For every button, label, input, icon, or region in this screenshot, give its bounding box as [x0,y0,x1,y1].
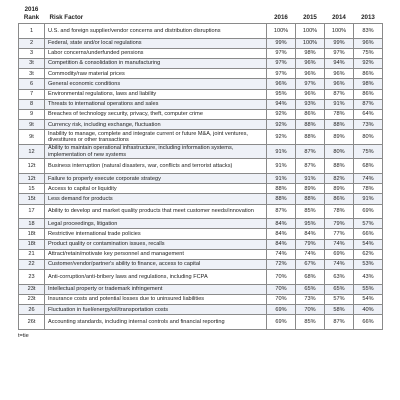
value-2015-cell: 100% [296,24,325,39]
value-2014-cell: 94% [325,58,354,68]
rank-cell: 21 [19,249,45,259]
risk-factor-cell: Currency risk, including exchange, fluctuation [45,120,267,130]
value-2015-cell: 86% [296,109,325,119]
risk-factor-cell: Environmental regulations, laws and liability [45,89,267,99]
risk-factor-cell: Business interruption (natural disasters, war, conflicts and terrorist attacks) [45,159,267,174]
value-2016-cell: 97% [267,69,296,79]
value-2016-cell: 92% [267,120,296,130]
table-row [19,249,383,259]
rank-cell: 3t [19,69,45,79]
risk-factor-table [18,6,383,330]
table-row [19,130,383,145]
risk-factor-cell: Federal, state and/or local regulations [45,38,267,48]
value-2013-cell: 75% [354,144,383,159]
table-row [19,24,383,39]
value-2014-cell: 99% [325,38,354,48]
value-2013-cell: 62% [354,249,383,259]
rank-cell: 3 [19,48,45,58]
table-header [19,6,383,24]
value-2015-cell: 70% [296,305,325,315]
value-2014-cell: 79% [325,219,354,229]
value-2016-cell: 100% [267,24,296,39]
value-2014-cell: 74% [325,259,354,269]
value-2013-cell: 74% [354,174,383,184]
table-row [19,120,383,130]
value-2013-cell: 98% [354,79,383,89]
risk-factor-cell: Failure to properly execute corporate strategy [45,174,267,184]
value-2013-cell: 66% [354,229,383,239]
rank-cell: 12t [19,174,45,184]
table-row [19,159,383,174]
risk-factor-cell: Competition & consolidation in manufacturing [45,58,267,68]
value-2013-cell: 96% [354,38,383,48]
rank-cell: 17 [19,204,45,219]
value-2013-cell: 53% [354,259,383,269]
value-2014-cell: 63% [325,270,354,285]
value-2013-cell: 86% [354,89,383,99]
value-2014-cell: 65% [325,284,354,294]
risk-factor-cell: Insurance costs and potential losses due to uninsured liabilities [45,294,267,304]
value-2014-cell: 97% [325,48,354,58]
value-2016-cell: 70% [267,294,296,304]
rank-cell: 26 [19,305,45,315]
value-2016-cell: 74% [267,249,296,259]
value-2014-cell: 88% [325,159,354,174]
value-2014-cell: 78% [325,204,354,219]
value-2016-cell: 96% [267,79,296,89]
value-2016-cell: 99% [267,38,296,48]
table-row [19,219,383,229]
table-row [19,239,383,249]
rank-cell: 15t [19,194,45,204]
value-2016-cell: 91% [267,159,296,174]
risk-factor-cell: Attract/retain/motivate key personnel and management [45,249,267,259]
rank-cell: 23 [19,270,45,285]
value-2015-cell: 88% [296,194,325,204]
table-row [19,69,383,79]
risk-factor-cell: Legal proceedings, litigation [45,219,267,229]
risk-factor-cell: Intellectual property or trademark infringement [45,284,267,294]
rank-cell: 6 [19,79,45,89]
value-2016-cell: 95% [267,89,296,99]
value-2016-cell: 84% [267,229,296,239]
value-2015-cell: 93% [296,99,325,109]
value-2014-cell: 89% [325,130,354,145]
value-2016-cell: 91% [267,144,296,159]
rank-cell: 18t [19,239,45,249]
value-2015-cell: 100% [296,38,325,48]
value-2016-cell: 92% [267,109,296,119]
risk-factor-cell: Inability to manage, complete and integrate current or future M&A, joint ventures, divestitures or other transactions [45,130,267,145]
value-2016-cell: 70% [267,284,296,294]
value-2015-cell: 87% [296,159,325,174]
rank-cell: 26t [19,315,45,330]
risk-factor-cell: Ability to develop and market quality products that meet customer needs/innovation [45,204,267,219]
value-2016-cell: 70% [267,270,296,285]
header-2013: 2013 [361,13,375,21]
value-2016-cell: 72% [267,259,296,269]
table-row [19,305,383,315]
value-2016-cell: 69% [267,315,296,330]
value-2013-cell: 83% [354,24,383,39]
value-2015-cell: 65% [296,284,325,294]
value-2014-cell: 82% [325,174,354,184]
table-row [19,58,383,68]
value-2013-cell: 87% [354,99,383,109]
rank-cell: 15 [19,184,45,194]
table-row [19,89,383,99]
value-2014-cell: 74% [325,239,354,249]
value-2013-cell: 68% [354,159,383,174]
value-2014-cell: 100% [325,24,354,39]
value-2016-cell: 84% [267,239,296,249]
rank-cell: 7 [19,89,45,99]
value-2016-cell: 88% [267,184,296,194]
table-row [19,294,383,304]
value-2016-cell: 84% [267,219,296,229]
value-2014-cell: 87% [325,89,354,99]
risk-factor-cell: Threats to international operations and sales [45,99,267,109]
value-2015-cell: 84% [296,229,325,239]
rank-cell: 9t [19,130,45,145]
rank-cell: 22 [19,259,45,269]
value-2013-cell: 54% [354,294,383,304]
value-2013-cell: 92% [354,58,383,68]
value-2013-cell: 69% [354,204,383,219]
value-2016-cell: 97% [267,58,296,68]
risk-factor-cell: Anti-corruption/anti-bribery laws and regulations, including FCPA [45,270,267,285]
table-row [19,229,383,239]
value-2015-cell: 96% [296,58,325,68]
value-2016-cell: 69% [267,305,296,315]
rank-cell: 3t [19,58,45,68]
table-row [19,79,383,89]
value-2015-cell: 91% [296,174,325,184]
rank-cell: 1 [19,24,45,39]
value-2015-cell: 85% [296,315,325,330]
risk-factor-cell: Customer/vendor/partner's ability to finance, access to capital [45,259,267,269]
value-2015-cell: 73% [296,294,325,304]
table-row [19,270,383,285]
rank-cell: 12 [19,144,45,159]
value-2015-cell: 68% [296,270,325,285]
value-2014-cell: 58% [325,305,354,315]
risk-factor-cell: Fluctuation in fuel/energy/oil/transportation costs [45,305,267,315]
value-2013-cell: 40% [354,305,383,315]
rank-cell: 9 [19,109,45,119]
value-2015-cell: 88% [296,130,325,145]
table-row [19,38,383,48]
header-2014: 2014 [332,13,346,21]
value-2013-cell: 43% [354,270,383,285]
risk-factor-cell: Restrictive international trade policies [45,229,267,239]
value-2015-cell: 96% [296,89,325,99]
risk-factor-cell: Accounting standards, including internal controls and financial reporting [45,315,267,330]
value-2014-cell: 89% [325,184,354,194]
table-row [19,194,383,204]
value-2014-cell: 77% [325,229,354,239]
table-row [19,174,383,184]
value-2013-cell: 54% [354,239,383,249]
value-2015-cell: 97% [296,79,325,89]
rank-cell: 2 [19,38,45,48]
value-2014-cell: 91% [325,99,354,109]
footnote: t=tie [18,332,29,339]
risk-factor-cell: Commodity/raw material prices [45,69,267,79]
value-2013-cell: 57% [354,219,383,229]
value-2016-cell: 91% [267,174,296,184]
risk-factor-cell: Access to capital or liquidity [45,184,267,194]
value-2014-cell: 86% [325,194,354,204]
value-2015-cell: 95% [296,219,325,229]
value-2014-cell: 96% [325,79,354,89]
value-2016-cell: 87% [267,204,296,219]
value-2014-cell: 87% [325,315,354,330]
risk-factor-cell: Breaches of technology security, privacy, theft, computer crime [45,109,267,119]
value-2013-cell: 64% [354,109,383,119]
table-row [19,48,383,58]
value-2015-cell: 89% [296,184,325,194]
risk-factor-cell: General economic conditions [45,79,267,89]
header-rank: 2016 Rank [23,6,40,21]
header-risk-factor: Risk Factor [49,13,84,21]
value-2013-cell: 80% [354,130,383,145]
value-2015-cell: 98% [296,48,325,58]
value-2015-cell: 87% [296,144,325,159]
value-2015-cell: 96% [296,69,325,79]
value-2015-cell: 74% [296,249,325,259]
value-2016-cell: 92% [267,130,296,145]
value-2016-cell: 94% [267,99,296,109]
table-body [19,24,383,330]
rank-cell: 12t [19,159,45,174]
value-2014-cell: 57% [325,294,354,304]
table-row [19,259,383,269]
value-2013-cell: 66% [354,315,383,330]
value-2013-cell: 86% [354,69,383,79]
value-2016-cell: 97% [267,48,296,58]
value-2014-cell: 80% [325,144,354,159]
table-row [19,144,383,159]
rank-cell: 23t [19,294,45,304]
rank-cell: 18 [19,219,45,229]
value-2013-cell: 75% [354,48,383,58]
rank-cell: 8 [19,99,45,109]
risk-factor-cell: U.S. and foreign supplier/vendor concerns and distribution disruptions [45,24,267,39]
table-row [19,99,383,109]
risk-factor-table-container [18,6,382,339]
value-2013-cell: 91% [354,194,383,204]
value-2013-cell: 73% [354,120,383,130]
value-2015-cell: 85% [296,204,325,219]
value-2014-cell: 96% [325,69,354,79]
value-2015-cell: 88% [296,120,325,130]
header-2015: 2015 [303,13,317,21]
table-row [19,204,383,219]
table-row [19,184,383,194]
value-2016-cell: 88% [267,194,296,204]
header-2016: 2016 [274,13,288,21]
risk-factor-cell: Ability to maintain operational infrastructure, including information systems, implementation of new systems [45,144,267,159]
value-2014-cell: 88% [325,120,354,130]
value-2015-cell: 67% [296,259,325,269]
table-row [19,284,383,294]
table-row [19,109,383,119]
table-row [19,315,383,330]
value-2015-cell: 79% [296,239,325,249]
rank-cell: 18t [19,229,45,239]
rank-cell: 23t [19,284,45,294]
value-2013-cell: 55% [354,284,383,294]
risk-factor-cell: Product quality or contamination issues, recalls [45,239,267,249]
value-2014-cell: 69% [325,249,354,259]
risk-factor-cell: Less demand for products [45,194,267,204]
value-2014-cell: 78% [325,109,354,119]
risk-factor-cell: Labor concerns/underfunded pensions [45,48,267,58]
rank-cell: 9t [19,120,45,130]
value-2013-cell: 78% [354,184,383,194]
